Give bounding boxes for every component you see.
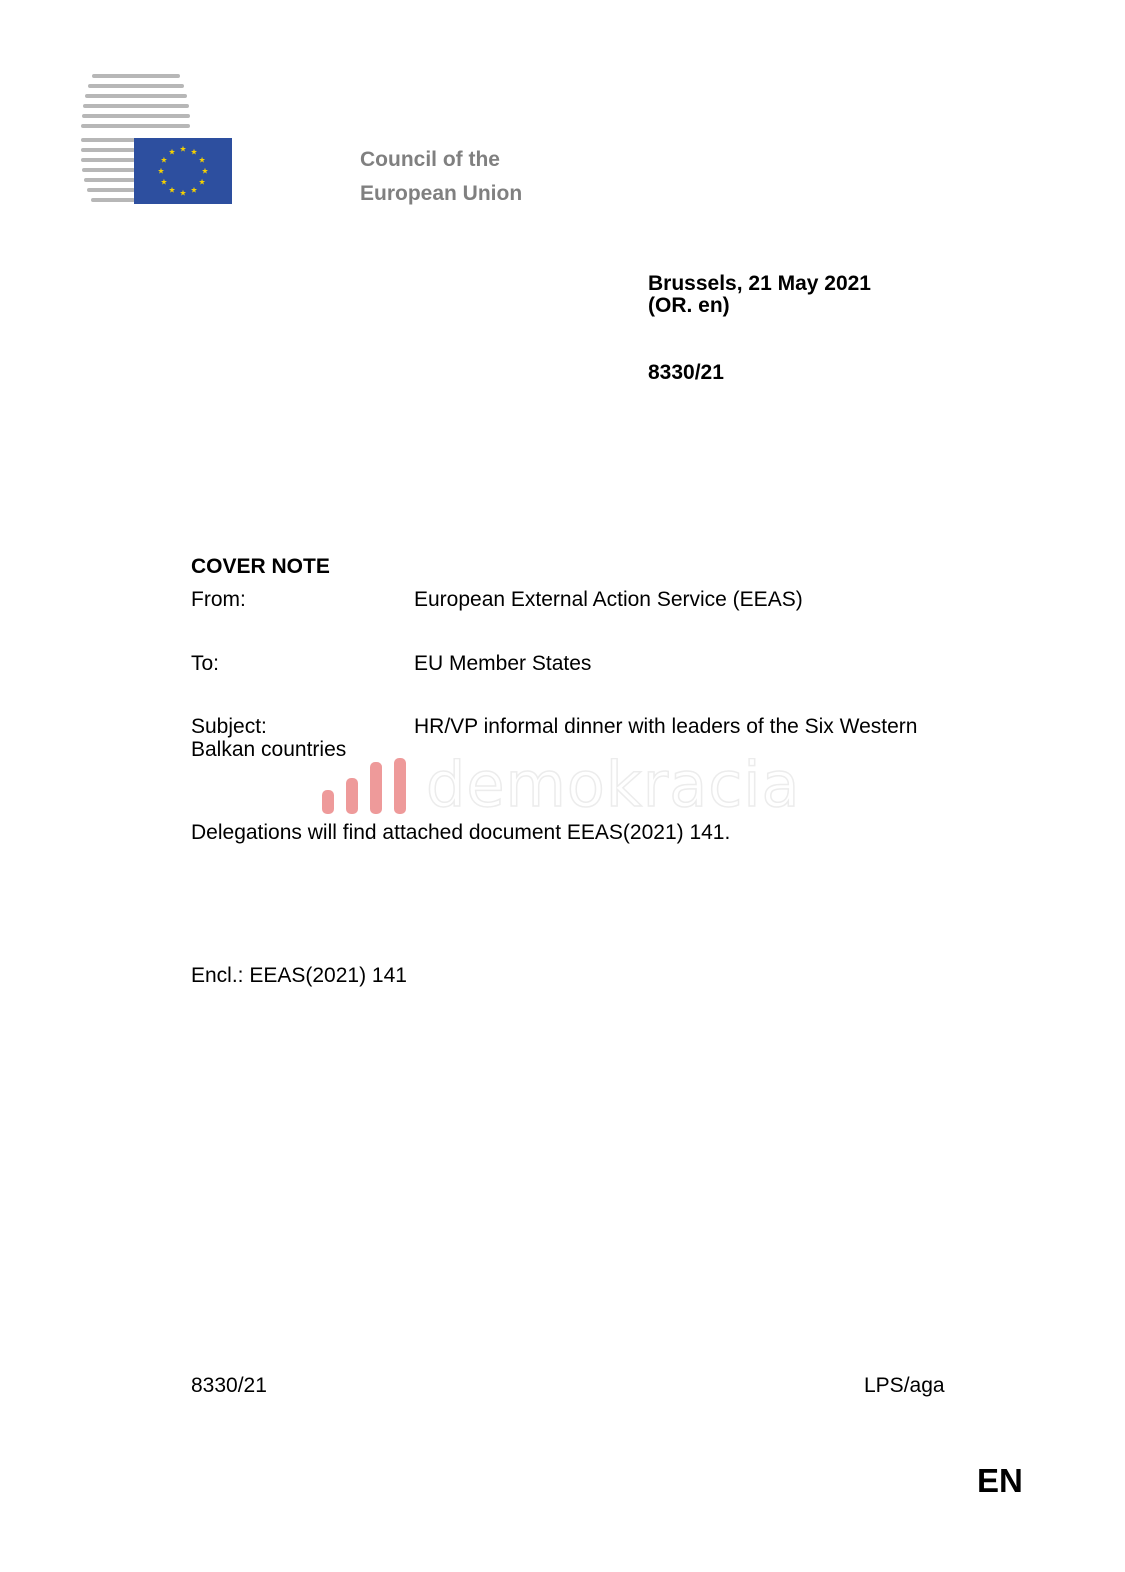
to-label: To: bbox=[191, 652, 220, 675]
footer-doc-number: 8330/21 bbox=[191, 1374, 267, 1397]
signal-bars-icon bbox=[322, 758, 406, 814]
org-name-line1: Council of the bbox=[360, 148, 500, 171]
body-paragraph: Delegations will find attached document EEAS(2021) 141. bbox=[191, 821, 731, 844]
place-date: Brussels, 21 May 2021 bbox=[648, 272, 871, 295]
document-number: 8330/21 bbox=[648, 361, 724, 384]
footer-initials: LPS/aga bbox=[864, 1374, 945, 1397]
subject-value: HR/VP informal dinner with leaders of the Six Western bbox=[414, 715, 918, 738]
enclosure: Encl.: EEAS(2021) 141 bbox=[191, 964, 407, 987]
to-value: EU Member States bbox=[414, 652, 592, 675]
from-value: European External Action Service (EEAS) bbox=[414, 588, 803, 611]
demokracia-watermark bbox=[322, 758, 802, 814]
org-name-line2: European Union bbox=[360, 182, 523, 205]
language-code: EN bbox=[977, 1462, 1023, 1499]
eu-flag-icon bbox=[134, 138, 232, 204]
subject-value-continued: Balkan countries bbox=[191, 738, 347, 761]
subject-label: Subject: bbox=[191, 715, 267, 738]
cover-note-title: COVER NOTE bbox=[191, 555, 330, 578]
original-language: (OR. en) bbox=[648, 294, 730, 317]
watermark-text: demokracia bbox=[426, 758, 801, 814]
council-eu-logo bbox=[78, 70, 238, 210]
from-label: From: bbox=[191, 588, 246, 611]
